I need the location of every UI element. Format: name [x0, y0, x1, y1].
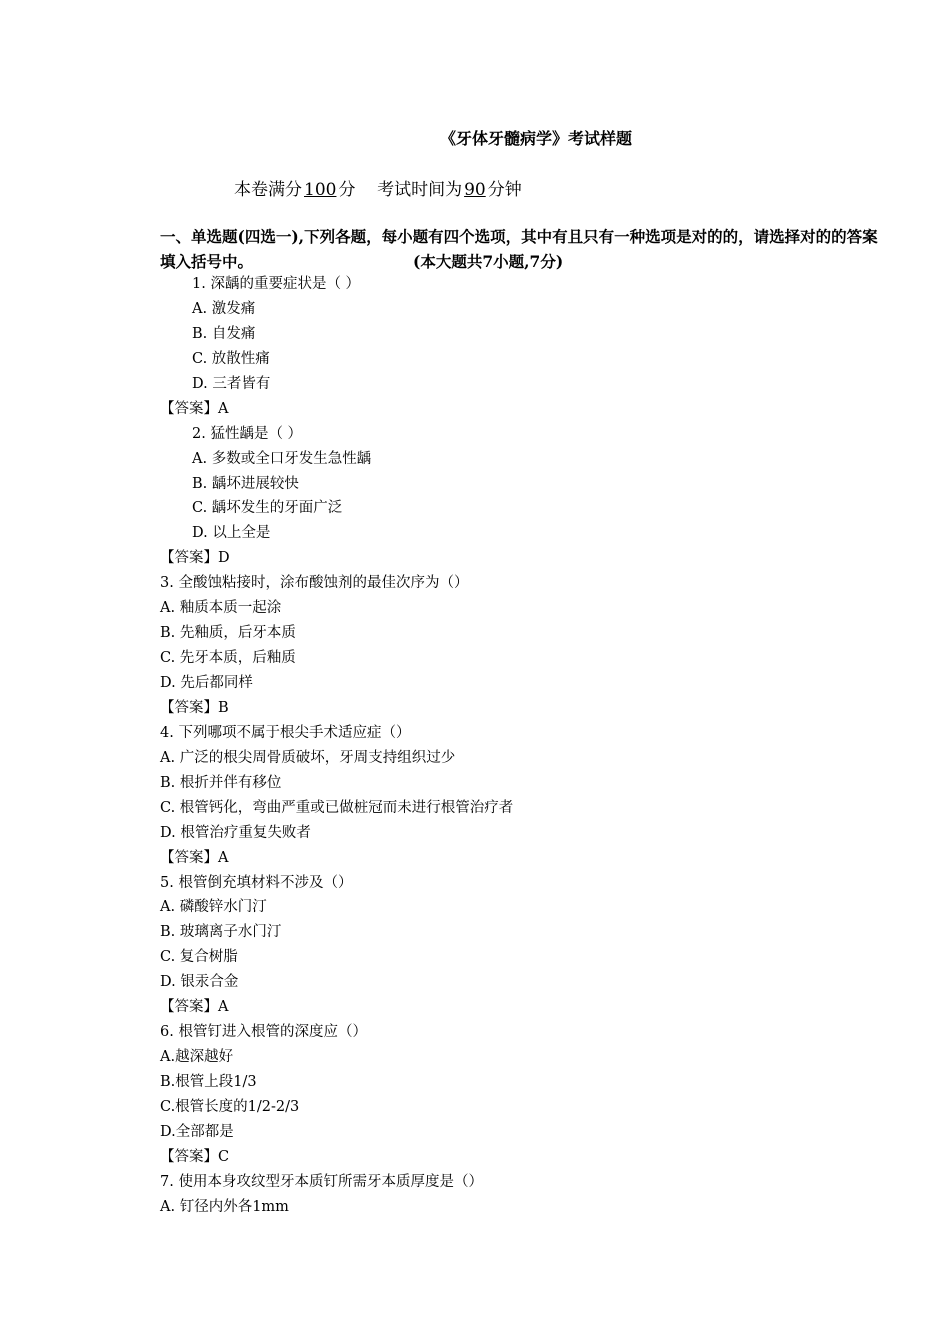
- exam-meta: [234, 175, 522, 200]
- question-2-answer: 【答案】D: [160, 550, 230, 567]
- meta-score: 100: [304, 180, 337, 200]
- question-3-answer: 【答案】B: [160, 699, 229, 716]
- question-4-option-a: A. 广泛的根尖周骨质破坏，牙周支持组织过少: [160, 749, 456, 766]
- question-2: 2. 猛性龋是（ ）: [192, 425, 303, 442]
- question-4-answer: 【答案】A: [160, 849, 229, 866]
- question-6-option-b: B.根管上段1/3: [160, 1074, 257, 1090]
- question-3: 3. 全酸蚀粘接时，涂布酸蚀剂的最佳次序为（）: [160, 575, 469, 592]
- question-3-option-d: D. 先后都同样: [160, 675, 253, 691]
- question-5-answer: 【答案】A: [160, 999, 229, 1016]
- question-3-option-a: A. 釉质本质一起涂: [160, 600, 282, 617]
- meta-mid: 分 考试时间为: [338, 180, 463, 200]
- section-heading: [160, 224, 892, 274]
- question-6: 6. 根管钉进入根管的深度应（）: [160, 1024, 367, 1041]
- question-6-option-c: C.根管长度的1/2-2/3: [160, 1098, 300, 1115]
- question-list: [0, 272, 950, 1220]
- question-1: 1. 深龋的重要症状是（ ）: [192, 276, 361, 292]
- meta-minutes: 90: [464, 180, 486, 200]
- question-1-option-d: D. 三者皆有: [192, 375, 271, 392]
- question-6-option-a: A.越深越好: [160, 1049, 234, 1066]
- question-3-option-b: B. 先釉质，后牙本质: [160, 625, 296, 642]
- section-score: (本大题共7小题,7分): [413, 252, 564, 271]
- question-2-option-c: C. 龋坏发生的牙面广泛: [192, 500, 343, 517]
- question-3-option-c: C. 先牙本质，后釉质: [160, 650, 296, 667]
- question-1-option-a: A. 激发痛: [192, 300, 256, 317]
- meta-prefix: 本卷满分: [234, 180, 302, 200]
- section-text: 一、单选题(四选一),下列各题，每小题有四个选项，其中有且只有一种选项是对的的，请选择对的的答案填入括号中。: [160, 227, 878, 271]
- question-7: 7. 使用本身攻纹型牙本质钉所需牙本质厚度是（）: [160, 1173, 483, 1190]
- question-1-option-b: B. 自发痛: [192, 325, 256, 342]
- question-5: 5. 根管倒充填材料不涉及（）: [160, 874, 353, 891]
- question-1-option-c: C. 放散性痛: [192, 350, 270, 367]
- question-2-option-b: B. 龋坏进展较快: [192, 475, 299, 492]
- question-6-option-d: D.全部都是: [160, 1123, 234, 1140]
- question-5-option-a: A. 磷酸锌水门汀: [160, 899, 267, 916]
- question-2-option-a: A. 多数或全口牙发生急性龋: [192, 450, 372, 467]
- question-4: 4. 下列哪项不属于根尖手术适应症（）: [160, 724, 411, 741]
- question-5-option-d: D. 银汞合金: [160, 974, 239, 991]
- document-title: 《牙体牙髓病学》考试样题: [440, 129, 633, 148]
- meta-suffix: 分钟: [487, 180, 522, 200]
- question-5-option-b: B. 玻璃离子水门汀: [160, 924, 282, 941]
- question-5-option-c: C. 复合树脂: [160, 949, 238, 966]
- question-6-answer: 【答案】C: [160, 1148, 230, 1165]
- question-4-option-d: D. 根管治疗重复失败者: [160, 824, 311, 841]
- question-7-option-a: A. 钉径内外各1mm: [160, 1198, 289, 1215]
- question-4-option-b: B. 根折并伴有移位: [160, 774, 282, 791]
- question-2-option-d: D. 以上全是: [192, 525, 271, 542]
- question-1-answer: 【答案】A: [160, 400, 229, 417]
- question-4-option-c: C. 根管钙化，弯曲严重或已做桩冠而未进行根管治疗者: [160, 799, 514, 816]
